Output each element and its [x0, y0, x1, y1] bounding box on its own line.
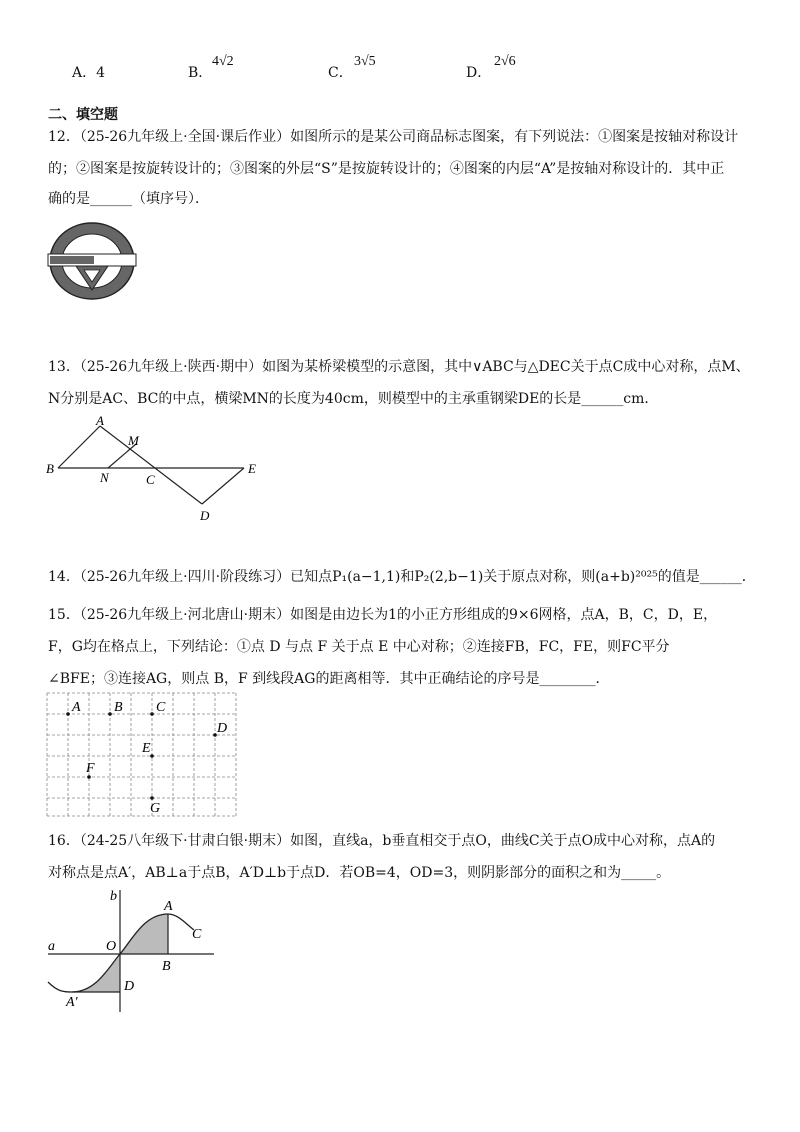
q15-line2: F，G均在格点上，下列结论：①点 D 与点 F 关于点 E 中心对称；②连接FB，FC，FE，则FC平分	[48, 639, 670, 655]
q16-line1: 16．（24-25八年级下·甘肃白银·期末）如图，直线a，b垂直相交于点O，曲线C关于点O成中心对称，点A的	[48, 833, 716, 849]
curve-label-B: B	[162, 959, 171, 974]
option-d-value: 2√6	[494, 54, 516, 69]
q15-line3: ∠BFE；③连接AG，则点 B，F 到线段AG的距离相等．其中正确结论的序号是________．	[48, 671, 610, 687]
option-a: A．4	[72, 65, 106, 81]
curve-label-C: C	[192, 927, 202, 942]
option-b-value: 4√2	[212, 54, 234, 69]
grid-label-G: G	[150, 801, 161, 816]
section-title: 二、填空题	[48, 107, 118, 123]
grid-label-E: E	[142, 741, 151, 756]
label-A: A	[96, 414, 104, 428]
grid-label-A: A	[72, 700, 81, 715]
grid-label-B: B	[114, 700, 123, 715]
q12-line1: 12．（25-26九年级上·全国·课后作业）如图所示的是某公司商品标志图案，有下列说法：①图案是按轴对称设计	[48, 129, 739, 145]
option-c-value: 3√5	[354, 54, 376, 69]
curve-label-A: A	[164, 899, 173, 914]
option-b-label: B．	[188, 65, 213, 81]
q12-line3: 确的是______（填序号）．	[48, 191, 209, 207]
q15-line1: 15．（25-26九年级上·河北唐山·期末）如图是由边长为1的小正方形组成的9×6网格，点A，B，C，D，E，	[48, 607, 718, 623]
bridge-figure	[44, 414, 274, 526]
option-c-label: C．	[328, 65, 353, 81]
grid-label-D: D	[217, 721, 228, 736]
q12-line2: 的；②图案是按旋转设计的；③图案的外层“S”是按旋转设计的；④图案的内层“A”是按轴对称设计的．其中正	[48, 161, 725, 177]
label-B: B	[46, 461, 54, 476]
curve-label-a: a	[48, 939, 55, 954]
option-d-label: D．	[466, 65, 492, 81]
label-N: N	[100, 470, 109, 485]
grid-figure	[46, 692, 238, 818]
grid-label-F: F	[86, 761, 95, 776]
q14-line1: 14．（25-26九年级上·四川·阶段练习）已知点P₁(a−1,1)和P₂(2,b−1)关于原点对称，则(a+b)²⁰²⁵的值是______．	[48, 569, 756, 585]
q13-line2: N分别是AC、BC的中点，横梁MN的长度为40cm，则模型中的主承重钢梁DE的长是______cm．	[48, 391, 659, 407]
curve-label-b: b	[110, 889, 117, 904]
curve-label-A-prime: A′	[66, 995, 78, 1010]
curve-figure	[44, 884, 220, 1014]
grid-label-C: C	[156, 700, 166, 715]
q13-line1: 13．（25-26九年级上·陕西·期中）如图为某桥梁模型的示意图，其中∨ABC与△DEC关于点C成中心对称，点M、	[48, 359, 750, 375]
curve-label-D: D	[124, 979, 135, 994]
label-M: M	[128, 433, 139, 448]
label-C: C	[146, 472, 155, 487]
q16-line2: 对称点是点A′，AB⊥a于点B，A′D⊥b于点D．若OB=4，OD=3，则阴影部分的面积之和为_____。	[48, 865, 671, 881]
curve-label-O: O	[106, 939, 117, 954]
company-logo-figure	[46, 220, 138, 302]
label-E: E	[248, 461, 256, 476]
label-D: D	[200, 508, 210, 523]
